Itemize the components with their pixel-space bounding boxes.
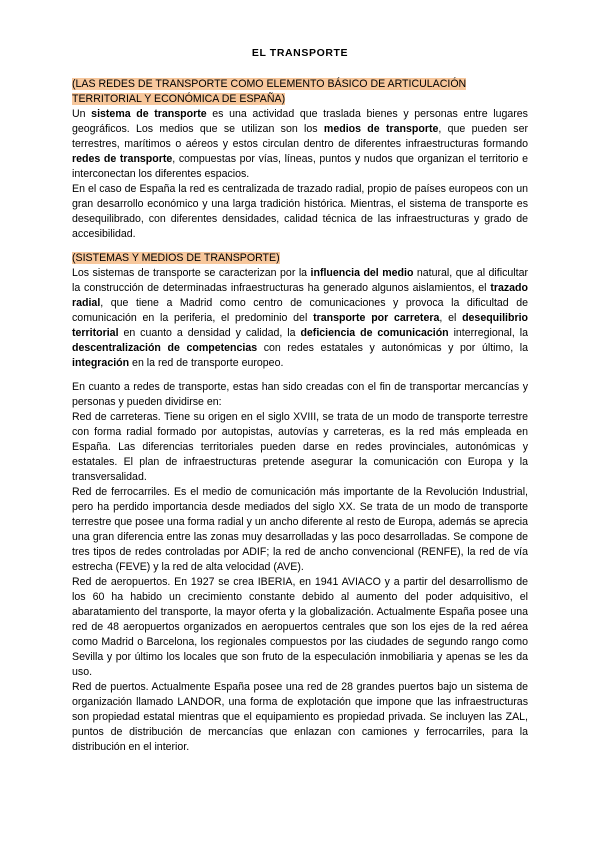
text-run: es una actividad que traslada bienes y personas entre lugares geográficos. Los medios que se utilizan son los <box>72 108 528 135</box>
text-run: Los sistemas de transporte se caracterizan por la <box>72 267 311 279</box>
text-run: Un <box>72 108 92 120</box>
text-run: , que pueden ser terrestres, marítimos o aéreos y estos circulan dentro de diferentes infraestructuras formando <box>72 123 528 150</box>
section2-heading <box>72 251 528 266</box>
text-run: , compuestas por vías, líneas, puntos y nudos que organizan el territorio e interconectan los diferentes espacios. <box>72 153 528 180</box>
section2-paragraph-1 <box>72 266 528 371</box>
bold-term: deficiencia de comunicación <box>300 327 449 339</box>
section1-paragraph-1 <box>72 107 528 182</box>
bold-term: desequilibrio territorial <box>72 312 528 339</box>
document-title: EL TRANSPORTE <box>251 47 349 59</box>
bold-term: redes de transporte <box>72 153 173 165</box>
section2-heading-text: (SISTEMAS Y MEDIOS DE TRANSPORTE) <box>72 252 280 264</box>
section1-heading-text: (LAS REDES DE TRANSPORTE COMO ELEMENTO BÁSICO DE ARTICULACIÓN TERRITORIAL Y ECONÓMICA DE ESPAÑA) <box>72 78 467 105</box>
road-network-paragraph: Red de carreteras. Tiene su origen en el siglo XVIII, se trata de un modo de transporte terrestre con forma radial formado por autopistas, autovías y carreteras, es la red más empleada en España. Las diferencias territoriales pueden darse en redes provinciales, autonómicas y estatales. El plan de infraestructuras pretende asegurar la comunicación con Europa y la transversalidad. <box>72 411 528 483</box>
bold-term: transporte por carretera <box>313 312 440 324</box>
text-run: natural, que al dificultar la construcción de determinadas infraestructuras ha generado algunos aislamientos, el <box>72 267 528 294</box>
bold-term: medios de transporte <box>323 123 439 135</box>
text-run: con redes estatales y autonómicas y por último, la <box>257 342 528 354</box>
airport-network-paragraph: Red de aeropuertos. En 1927 se crea IBERIA, en 1941 AVIACO y a partir del desarrollismo de los 60 ha habido un crecimiento constante debido al aumento del poder adquisitivo, el abaratamiento del transporte, la mayor oferta y la globalización. Actualmente España posee una red de 48 aeropuertos organizados en aeropuertos centrales que son los ejes de la red aérea como Madrid o Barcelona, los regionales compuestos por las ciudades de segundo rango como Sevilla y por último los locales que son fruto de la especulación inmobiliaria y apenas se les da uso. <box>72 576 528 678</box>
railway-network-paragraph: Red de ferrocarriles. Es el medio de comunicación más importante de la Revolución Industrial, pero ha perdido importancia desde mediados del siglo XX. Se trata de un modo de transporte terrestre que posee una forma radial y un ancho diferente al resto de Europa, además se aprecia una gran diferencia entre las zonas muy desarrolladas y las poco desarrolladas. Se compone de tres tipos de redes controladas por ADIF; la red de ancho convencional (RENFE), la red de vía estrecha (FEVE) y la red de alta velocidad (AVE). <box>72 486 528 573</box>
bold-term: sistema de transporte <box>91 108 207 120</box>
text-run: , que tiene a Madrid como centro de comunicaciones y provoca la dificultad de comunicación en la periferia, el predominio del <box>72 297 528 324</box>
bold-term: integración <box>72 357 130 369</box>
text-run: en la red de transporte europeo. <box>129 357 284 369</box>
section1-paragraph-2: En el caso de España la red es centralizada de trazado radial, propio de países europeos con un gran desarrollo económico y una larga tradición histórica. Mientras, el sistema de transporte es desequilibrado, con diferentes densidades, calidad técnica de las infraestructuras y grado de accesibilidad. <box>72 183 528 240</box>
text-run: , el <box>439 312 463 324</box>
bold-term: descentralización de competencias <box>72 342 258 354</box>
section1-heading <box>72 77 528 107</box>
text-run: en cuanto a densidad y calidad, la <box>118 327 301 339</box>
bold-term: influencia del medio <box>310 267 414 279</box>
port-network-paragraph: Red de puertos. Actualmente España posee una red de 28 grandes puertos bajo un sistema de organización llamado LANDOR, una forma de explotación que impone que las infraestructuras son propiedad estatal mientras que el equipamiento es propiedad privada. Se incluyen las ZAL, puntos de distribución de mercancías que enlazan con camiones y ferrocarriles, para la distribución en el interior. <box>72 681 528 753</box>
bold-term: trazado radial <box>72 282 528 309</box>
text-run: interregional, la <box>448 327 528 339</box>
section2-paragraph-2: En cuanto a redes de transporte, estas han sido creadas con el fin de transportar mercancías y personas y pueden dividirse en: <box>72 381 528 408</box>
